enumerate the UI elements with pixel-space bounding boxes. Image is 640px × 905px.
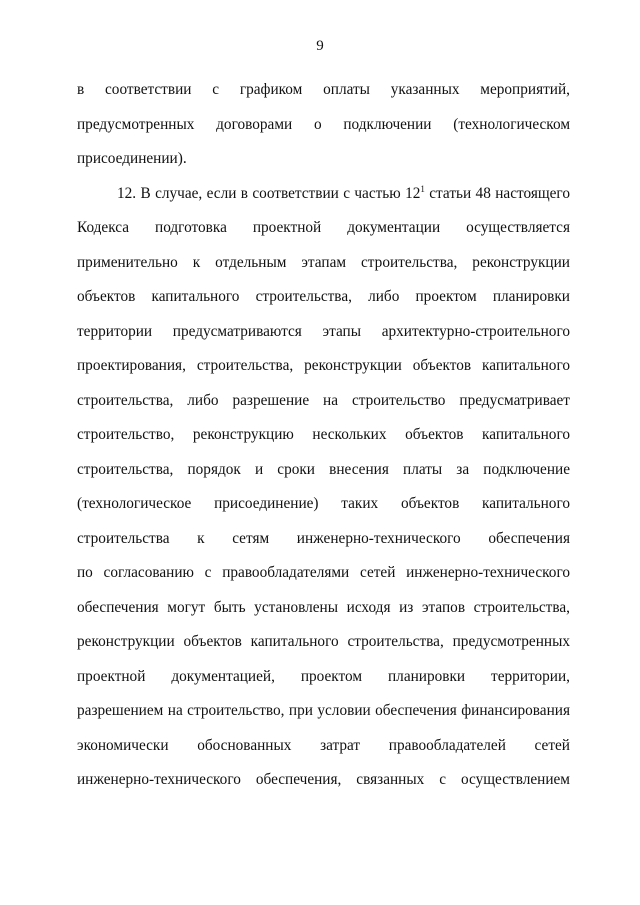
page-number: 9 [316, 38, 324, 54]
text-line: проектной документацией, проектом планировки территории, [77, 667, 570, 685]
text-line: Кодекса подготовка проектной документации осуществляется [77, 219, 570, 236]
text-line: присоединении). [77, 150, 187, 167]
text-line: реконструкции объектов капитального строительства, предусмотренных [77, 633, 570, 650]
text-run: 12. В случае, если в соответствии с частью 12 [117, 184, 421, 202]
text-line: строительства, либо разрешение на строительство предусматривает [77, 391, 570, 409]
text-line: строительство, реконструкцию нескольких объектов капитального [77, 426, 570, 443]
text-line: обеспечения могут быть установлены исходя из этапов строительства, [77, 598, 570, 616]
superscript: 1 [420, 183, 425, 194]
text-line: территории предусматриваются этапы архитектурно-строительного [77, 322, 570, 340]
text-line: применительно к отдельным этапам строительства, реконструкции [77, 253, 570, 271]
text-line: строительства, порядок и сроки внесения платы за подключение [77, 460, 570, 478]
paragraph-1 [77, 73, 570, 177]
text-line: инженерно-технического обеспечения, связанных с осуществлением [77, 771, 570, 788]
text-line: в соответствии с графиком оплаты указанных мероприятий, [77, 81, 570, 98]
paragraph-12 [77, 177, 570, 798]
text-line: разрешением на строительство, при условии обеспечения финансирования [77, 702, 570, 719]
text-line: экономически обоснованных затрат правообладателей сетей [77, 736, 570, 754]
text-line: по согласованию с правообладателями сетей инженерно-технического [77, 564, 570, 581]
text-line: (технологическое присоединение) таких объектов капитального [77, 495, 570, 512]
text-line: проектирования, строительства, реконструкции объектов капитального [77, 357, 570, 374]
text-line-first [77, 177, 570, 212]
text-line: объектов капитального строительства, либо проектом планировки [77, 288, 570, 305]
text-run: статьи 48 настоящего [424, 184, 570, 202]
document-body [77, 73, 570, 798]
text-line: предусмотренных договорами о подключении (технологическом [77, 115, 570, 133]
text-line: строительства к сетям инженерно-технического обеспечения [77, 529, 570, 547]
